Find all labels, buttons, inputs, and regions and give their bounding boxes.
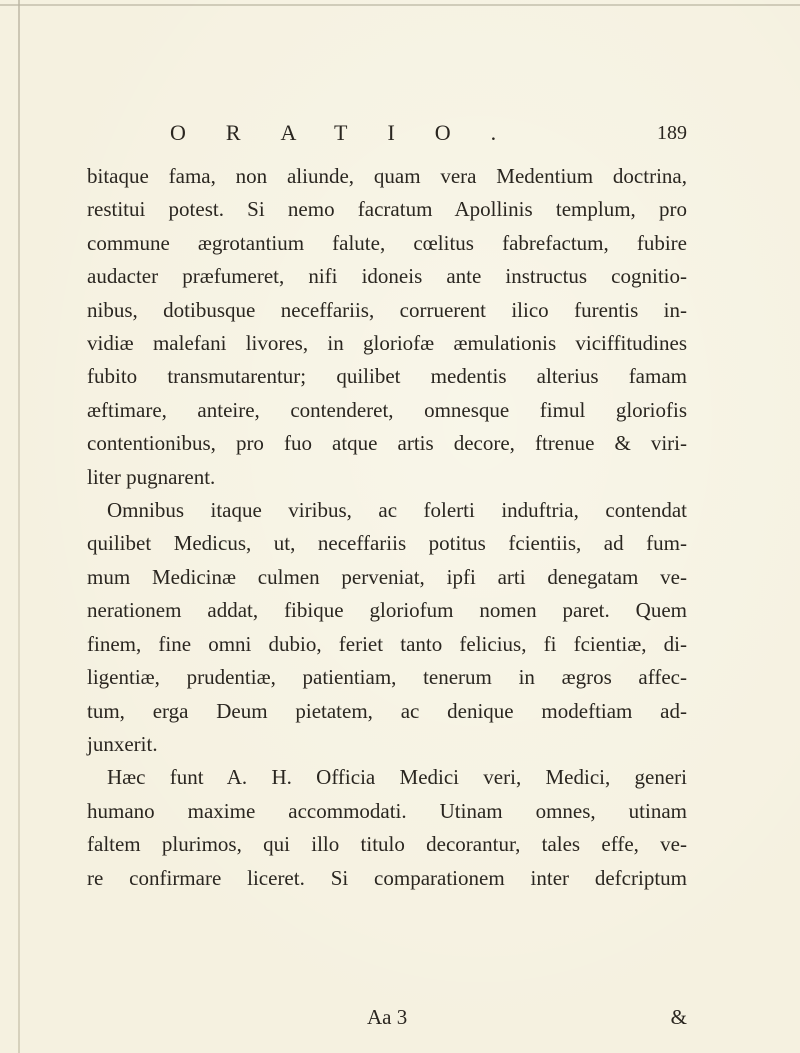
text-line-paragraph-start: Hæc funt A. H. Officia Medici veri, Medici, generi bbox=[107, 765, 687, 790]
page-top-edge bbox=[0, 4, 800, 6]
text-line: faltem plurimos, qui illo titulo decorantur, tales effe, ve- bbox=[87, 832, 687, 857]
text-line: re confirmare liceret. Si comparationem inter defcriptum bbox=[87, 865, 687, 890]
text-line-paragraph-start: Omnibus itaque viribus, ac folerti induftria, contendat bbox=[107, 498, 687, 523]
text-line: mum Medicinæ culmen perveniat, ipfi arti denegatam ve- bbox=[87, 564, 687, 589]
catchword: & bbox=[670, 1005, 687, 1029]
text-line: ligentiæ, prudentiæ, patientiam, tenerum in ægros affec- bbox=[87, 665, 687, 690]
text-line: nerationem addat, fibique gloriofum nomen paret. Quem bbox=[87, 598, 687, 623]
text-line: vidiæ malefani livores, in gloriofæ æmulationis viciffitudines bbox=[87, 331, 687, 356]
body-text bbox=[87, 160, 687, 895]
text-line: nibus, dotibusque neceffariis, corruerent ilico furentis in- bbox=[87, 297, 687, 322]
signature-mark: Aa 3 bbox=[367, 1005, 408, 1029]
text-line: æftimare, anteire, contenderet, omnesque fimul gloriofis bbox=[87, 397, 687, 422]
text-line: contentionibus, pro fuo atque artis decore, ftrenue & viri- bbox=[87, 431, 687, 456]
text-line: audacter præfumeret, nifi idoneis ante instructus cognitio- bbox=[87, 264, 687, 289]
text-line: tum, erga Deum pietatem, ac denique modeftiam ad- bbox=[87, 698, 687, 723]
text-line: restitui potest. Si nemo facratum Apollinis templum, pro bbox=[87, 197, 687, 222]
text-line: quilibet Medicus, ut, neceffariis potitus fcientiis, ad fum- bbox=[87, 531, 687, 556]
text-line-paragraph-end: liter pugnarent. bbox=[87, 464, 216, 489]
page-number: 189 bbox=[657, 122, 687, 144]
running-header bbox=[0, 120, 800, 156]
text-line: humano maxime accommodati. Utinam omnes, utinam bbox=[87, 798, 687, 823]
text-line: commune ægrotantium falute, cœlitus fabrefactum, fubire bbox=[87, 230, 687, 255]
text-line: fubito transmutarentur; quilibet medentis alterius famam bbox=[87, 364, 687, 389]
text-line: bitaque fama, non aliunde, quam vera Medentium doctrina, bbox=[87, 164, 687, 188]
text-line: finem, fine omni dubio, feriet tanto felicius, fi fcientiæ, di- bbox=[87, 631, 687, 656]
text-line-paragraph-end: junxerit. bbox=[87, 731, 158, 756]
page-footer bbox=[87, 1005, 687, 1035]
running-title: ORATIO. bbox=[170, 120, 537, 145]
page-binding-edge bbox=[18, 0, 20, 1053]
